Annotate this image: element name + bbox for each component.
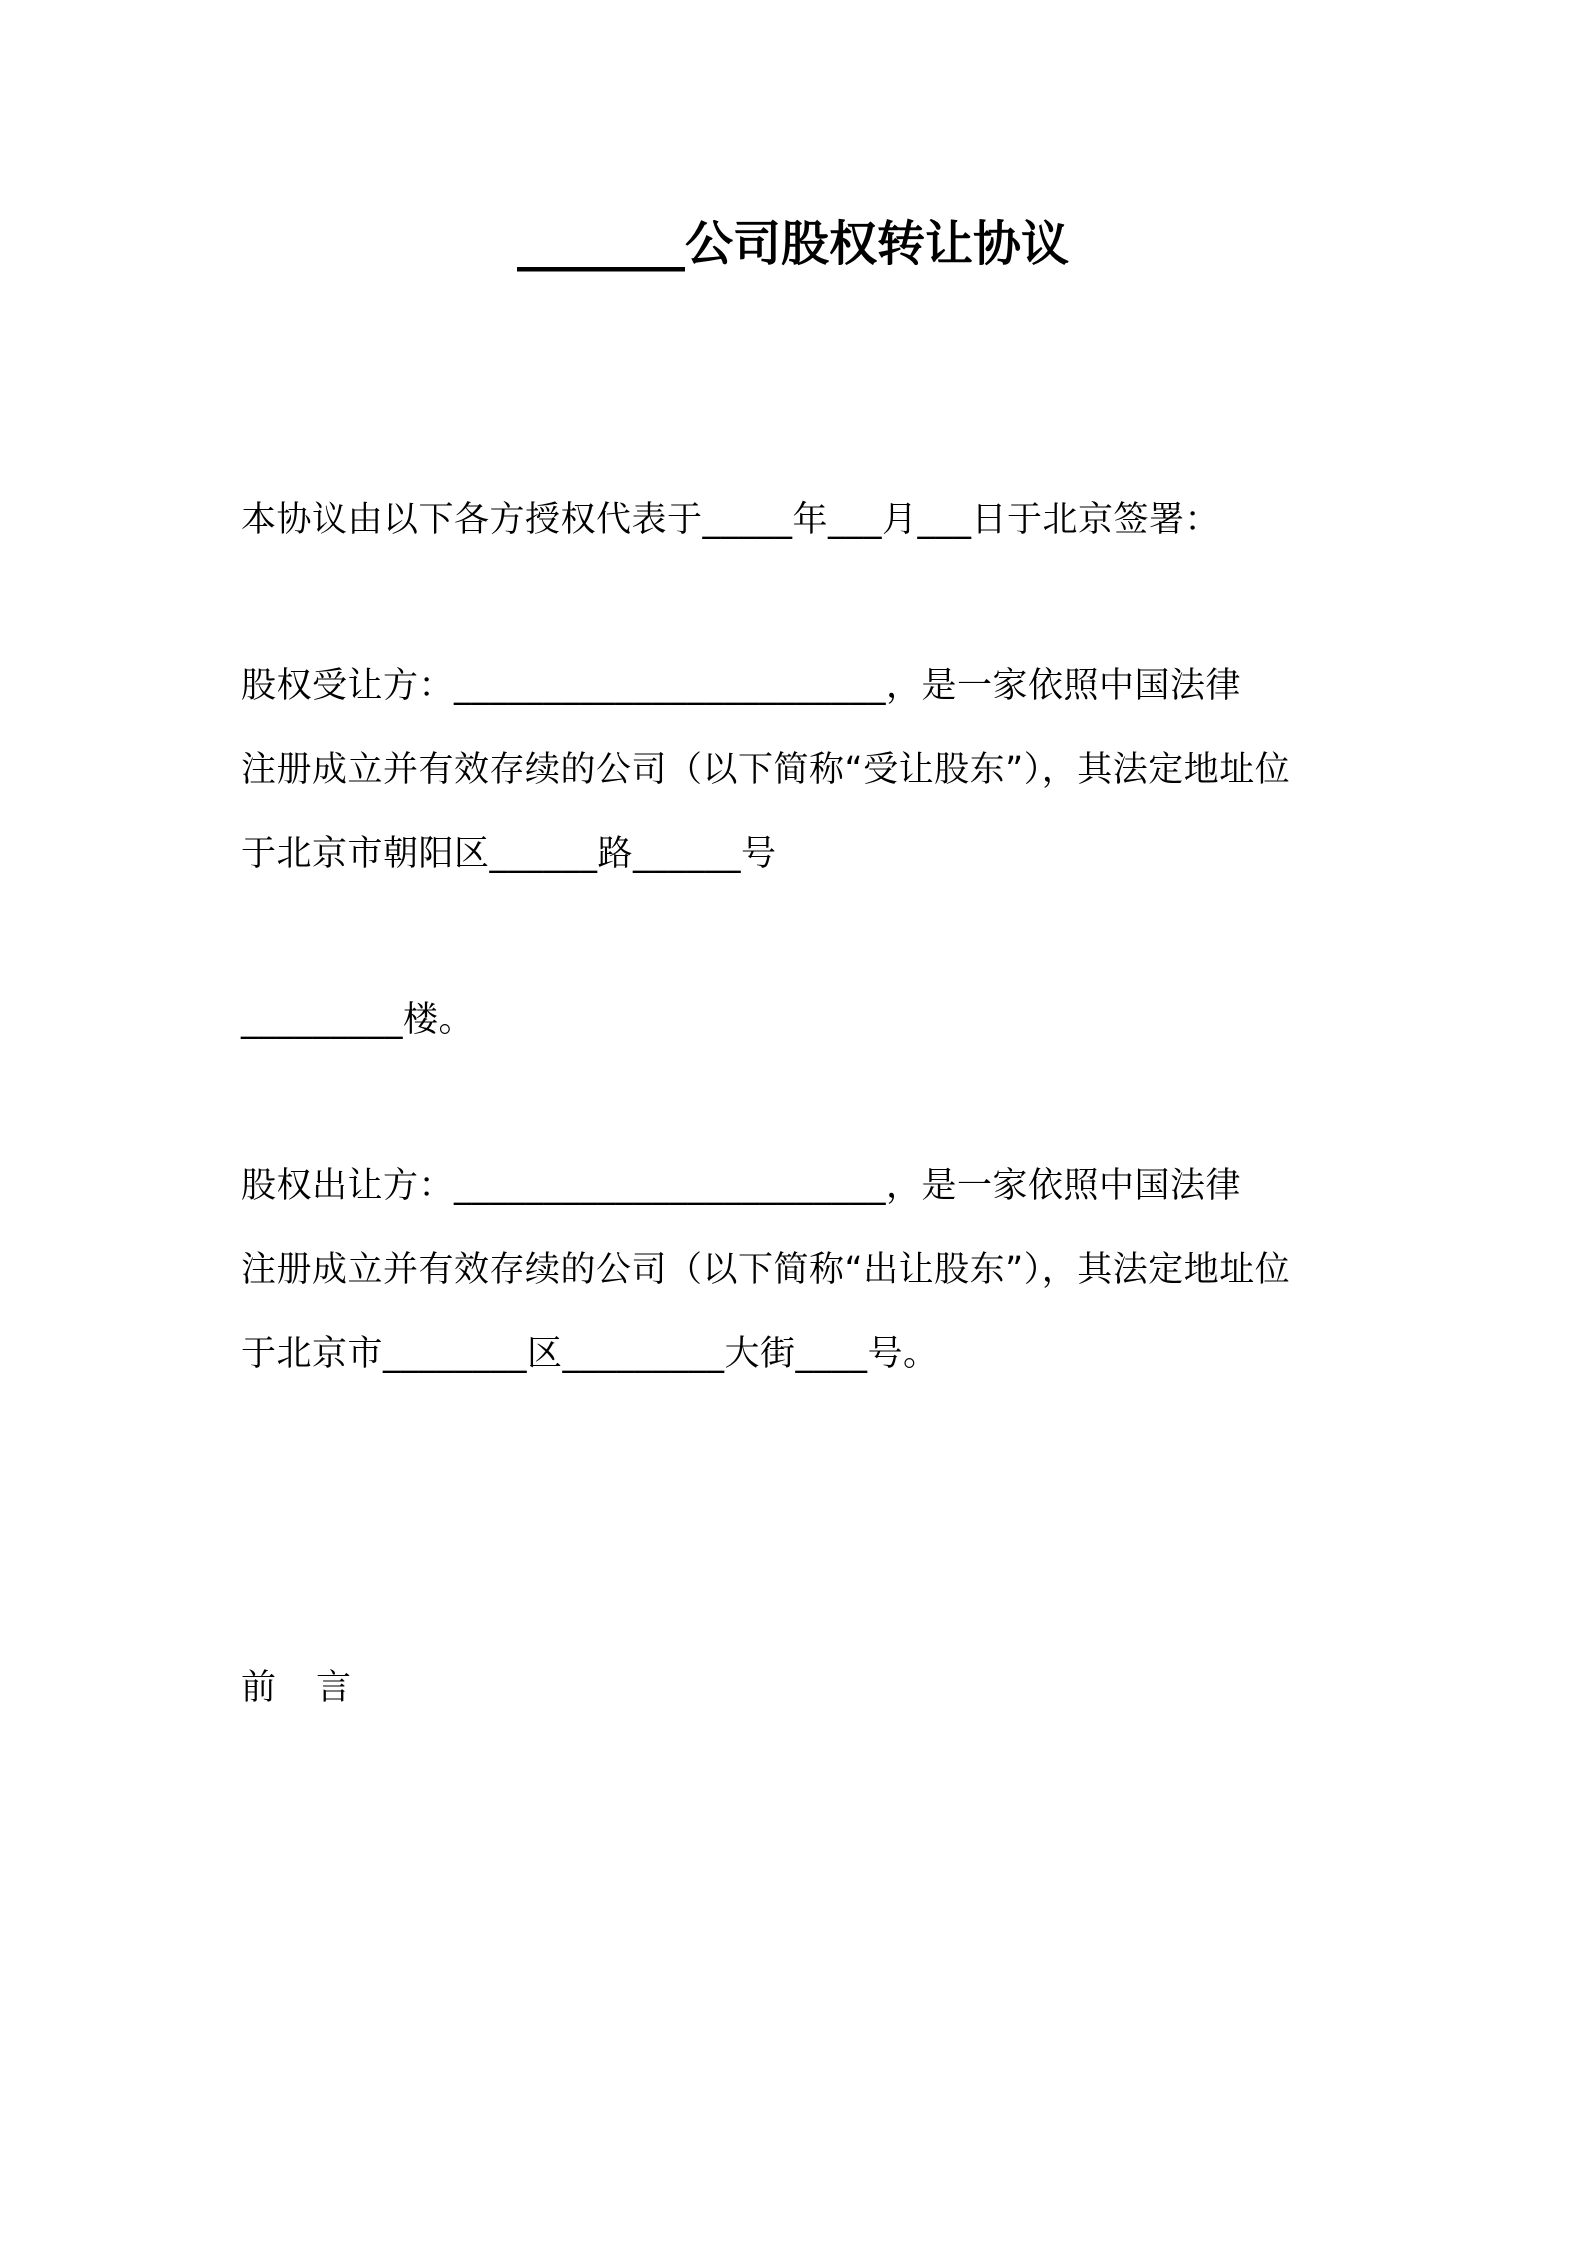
document-title: _______公司股权转让协议 bbox=[516, 216, 1069, 272]
transferor-line-1: 股权出让方：________________________，是一家依照中国法律 bbox=[241, 1166, 1242, 1206]
section-heading-preface: 前言 bbox=[241, 1668, 392, 1708]
transferor-line-3: 于北京市________区_________大街____号。 bbox=[241, 1334, 939, 1374]
intro-paragraph: 本协议由以下各方授权代表于_____年___月___日于北京签署： bbox=[241, 500, 1221, 540]
transferee-line-2: 注册成立并有效存续的公司（以下简称“受让股东”），其法定地址位 bbox=[241, 750, 1291, 790]
transferor-line-2: 注册成立并有效存续的公司（以下简称“出让股东”），其法定地址位 bbox=[241, 1250, 1291, 1290]
transferee-line-1: 股权受让方：________________________，是一家依照中国法律 bbox=[241, 666, 1242, 706]
transferee-line-4: _________楼。 bbox=[241, 1000, 475, 1040]
transferee-line-3: 于北京市朝阳区______路______号 bbox=[241, 834, 777, 874]
